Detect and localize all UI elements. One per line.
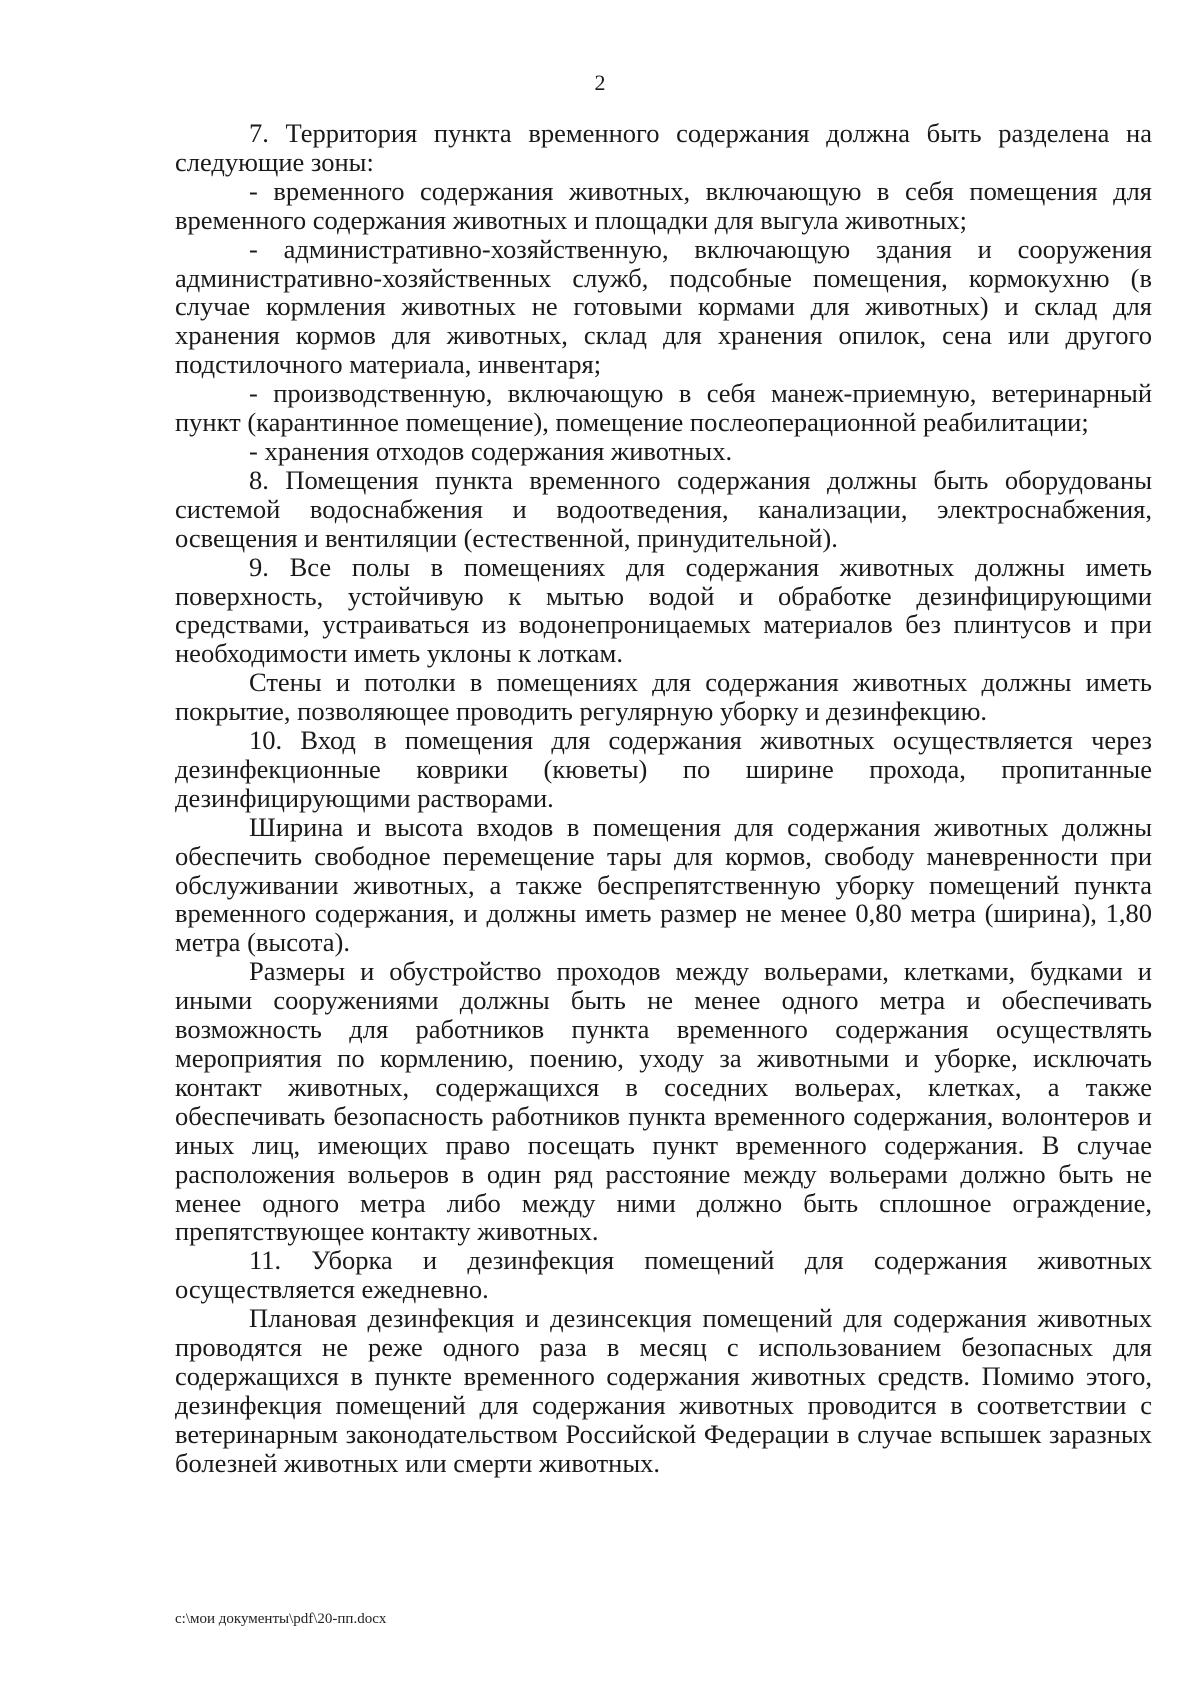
zone-waste-storage: - хранения отходов содержания животных. (249, 435, 733, 466)
paragraph-11: 11. Уборка и дезинфекция помещений для содержания животных осуществляется ежедневно. (175, 1245, 1152, 1305)
paragraph-7: 7. Территория пункта временного содержания должна быть разделена на следующие зоны: (175, 118, 1152, 177)
paragraph-10-passages: Размеры и обустройство проходов между вольерами, клетками, будками и иными сооружениями должны быть не менее одного метра и обеспечивать возможность для работников пункта временного содержания осуществлять мероприятия по кормлению, поению, уходу за животными и уборке, исключать контакт животных, содержащихся в соседних вольерах, клетках, а также обеспечивать безопасность работников пункта временного содержания, волонтеров и иных лиц, имеющих право посещать пункт временного содержания. В случае расположения вольеров в один ряд расстояние между вольерами должно быть не менее одного метра либо между ними должно быть сплошное ограждение, препятствующее контакту животных. (175, 956, 1152, 1247)
paragraph-10: 10. Вход в помещения для содержания животных осуществляется через дезинфекционные коврики (кюветы) по ширине прохода, пропитанные дезинфицирующими растворами. (175, 725, 1152, 813)
zone-production: - производственную, включающую в себя манеж-приемную, ветеринарный пункт (карантинное помещение), помещение послеоперационной реабилитации; (175, 378, 1152, 438)
footer-file-path: c:\мои документы\pdf\20-пп.docx (175, 1611, 387, 1627)
zone-administrative: - административно-хозяйственную, включающую здания и сооружения административно-хозяйственных служб, подсобные помещения, кормокухню (в случае кормления животных не готовыми кормами для животных) и склад для хранения кормов для животных, склад для хранения опилок, сена или другого подстилочного материала, инвентаря; (175, 233, 1152, 380)
paragraph-10-entrances: Ширина и высота входов в помещения для содержания животных должны обеспечить свободное перемещение тары для кормов, свободу маневренности при обслуживании животных, а также беспрепятственную уборку помещений пункта временного содержания, и должны иметь размер не менее 0,80 метра (ширина), 1,80 метра (высота). (175, 811, 1152, 958)
zone-temporary-keeping: - временного содержания животных, включающую в себя помещения для временного содержания животных и площадки для выгула животных; (175, 175, 1152, 235)
paragraph-11-disinfection: Плановая дезинфекция и дезинсекция помещений для содержания животных проводятся не реже одного раза в месяц с использованием безопасных для содержащихся в пункте временного содержания животных средств. Помимо этого, дезинфекция помещений для содержания животных проводится в соответствии с ветеринарным законодательством Российской Федерации в случае вспышек заразных болезней животных или смерти животных. (175, 1303, 1152, 1478)
paragraph-9-walls: Стены и потолки в помещениях для содержания животных должны иметь покрытие, позволяющее проводить регулярную уборку и дезинфекцию. (175, 667, 1152, 727)
paragraph-9: 9. Все полы в помещениях для содержания животных должны иметь поверхность, устойчивую к мытью водой и обработке дезинфицирующими средствами, устраиваться из водонепроницаемых материалов без плинтусов и при необходимости иметь уклоны к лоткам. (175, 551, 1152, 669)
paragraph-8: 8. Помещения пункта временного содержания должны быть оборудованы системой водоснабжения и водоотведения, канализации, электроснабжения, освещения и вентиляции (естественной, принудительной). (175, 464, 1152, 553)
page-number: 2 (594, 70, 606, 95)
document-body (175, 119, 1152, 1478)
